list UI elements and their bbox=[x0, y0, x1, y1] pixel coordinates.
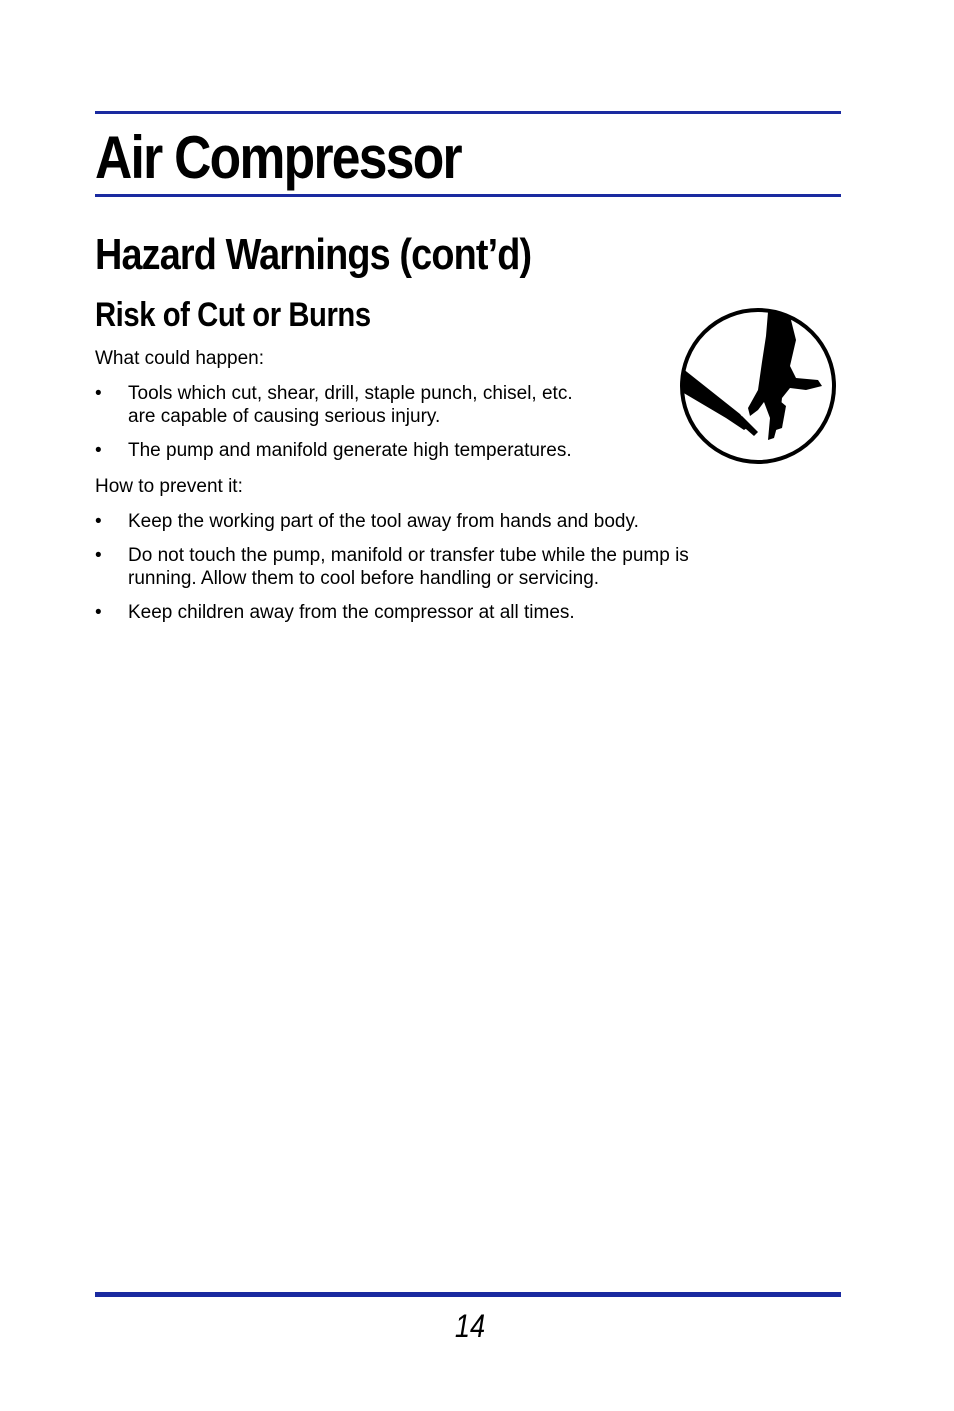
list-item-text: Do not touch the pump, manifold or transfer tube while the pump is running. Allow them to cool before handling or servicing. bbox=[128, 545, 689, 589]
what-list bbox=[95, 382, 655, 473]
list-item bbox=[95, 544, 841, 590]
bullet-icon: • bbox=[95, 602, 102, 623]
bullet-icon: • bbox=[95, 440, 102, 461]
bullet-icon: • bbox=[95, 383, 102, 404]
bullet-icon: • bbox=[95, 511, 102, 532]
list-item-text: Tools which cut, shear, drill, staple punch, chisel, etc. are capable of causing serious injury. bbox=[128, 383, 573, 427]
bullet-icon: • bbox=[95, 545, 102, 566]
list-item bbox=[95, 382, 655, 428]
top-rule bbox=[95, 111, 841, 114]
bottom-rule bbox=[95, 1292, 841, 1297]
page-number: 14 bbox=[454, 1308, 486, 1344]
list-item bbox=[95, 510, 841, 533]
how-list bbox=[95, 510, 841, 635]
list-item-text: Keep children away from the compressor at all times. bbox=[128, 602, 575, 623]
what-label: What could happen: bbox=[95, 348, 265, 369]
cut-hazard-hand-icon bbox=[678, 306, 838, 466]
how-label: How to prevent it: bbox=[95, 476, 243, 497]
subsection-heading: Risk of Cut or Burns bbox=[95, 296, 371, 334]
list-item-text: Keep the working part of the tool away from hands and body. bbox=[128, 511, 639, 532]
list-item-text: The pump and manifold generate high temperatures. bbox=[128, 440, 572, 461]
page-title: Air Compressor bbox=[95, 124, 461, 191]
list-item bbox=[95, 601, 841, 624]
list-item bbox=[95, 439, 655, 462]
title-underline-rule bbox=[95, 194, 841, 197]
section-heading: Hazard Warnings (cont’d) bbox=[95, 230, 532, 279]
